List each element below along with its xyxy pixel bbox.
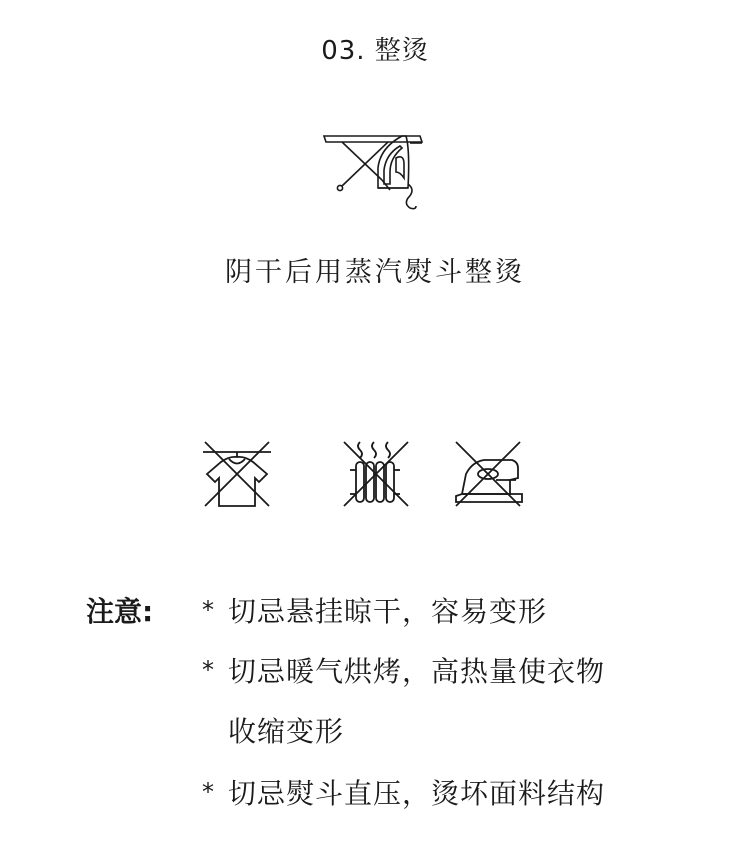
section-title: 03. 整烫 bbox=[321, 36, 429, 66]
ironing-board-steam-iron-icon bbox=[320, 128, 428, 212]
no-radiator-dry-icon bbox=[340, 438, 412, 510]
note-2: 切忌暖气烘烤，高热量使衣物 bbox=[228, 655, 606, 688]
no-direct-ironing-icon bbox=[452, 438, 524, 510]
note-bullet-3: * bbox=[202, 778, 214, 806]
no-hanging-dry-icon bbox=[201, 438, 273, 510]
note-3: 切忌熨斗直压，烫坏面料结构 bbox=[228, 777, 606, 810]
note-bullet-2: * bbox=[202, 656, 214, 684]
ironing-caption: 阴干后用蒸汽熨斗整烫 bbox=[225, 257, 525, 288]
note-1: 切忌悬挂晾干，容易变形 bbox=[228, 595, 548, 628]
note-bullet-1: * bbox=[202, 596, 214, 624]
note-2-continuation: 收缩变形 bbox=[228, 715, 345, 748]
notes-label: 注意: bbox=[86, 595, 154, 628]
